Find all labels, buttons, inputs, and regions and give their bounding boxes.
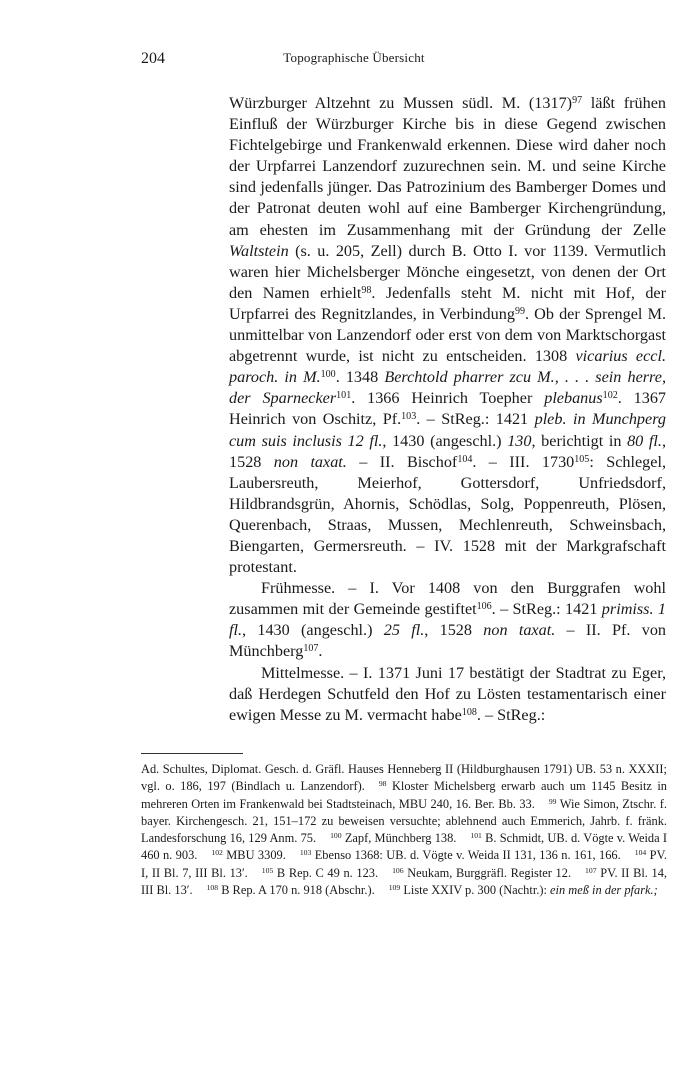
running-head: Topographische Übersicht xyxy=(283,50,425,65)
text-run: B Rep. A 170 n. 918 (Abschr.). xyxy=(218,883,375,898)
note-marker: 104 xyxy=(634,848,647,858)
italic-run: ein meß in der pfark.; xyxy=(550,883,658,898)
text-run: . – StReg.: xyxy=(476,705,546,724)
text-run: – II. Bischof xyxy=(346,452,458,471)
text-run: B Rep. C 49 n. 123. xyxy=(273,865,379,880)
text-run: , berichtigt in xyxy=(531,431,628,450)
note-marker: 108 xyxy=(206,883,219,893)
note-marker: 105 xyxy=(261,865,274,875)
text-run: , 1528 xyxy=(229,431,666,471)
text-run: (s. u. 205, Zell) durch B. Otto I. vor 1139. Vermutlich waren hier Michelsberger Mönche eingesetzt, von denen der Ort den Namen erhielt xyxy=(229,241,666,302)
paragraph-mittelmesse xyxy=(229,663,666,726)
italic-run: 25 fl. xyxy=(383,621,425,640)
footnotes xyxy=(141,761,667,899)
text-run: Ebenso 1368: UB. d. Vögte v. Weida II 131, 136 n. 161, 166. xyxy=(311,848,621,863)
text-run: . 1367 Heinrich von Oschitz, Pf. xyxy=(229,389,667,429)
italic-run: plebanus xyxy=(544,389,603,408)
footnote-block xyxy=(141,761,667,899)
note-marker: 101 xyxy=(336,390,352,402)
text-run: läßt frühen Einfluß der Würzburger Kirche bis in diese Gegend zwischen Fichtelgebirge und Frankenwald erkennen. Diese wird daher noch der Urpfarrei Lanzendorf zuzurechnen sein. M. und seine Kirche sind jedenfalls jünger. Das Patrozinium des Bamberger Domes und der Patronat deuten wohl auf eine Bamberger Kirchengründung, am ehesten im Zusammenhang mit der Gründung der Zelle xyxy=(229,94,666,239)
text-run: . xyxy=(318,642,323,661)
text-run: . – StReg.: 1421 xyxy=(491,600,602,619)
text-run: . 1366 Heinrich Toepher xyxy=(351,389,545,408)
italic-run: Waltstein xyxy=(229,241,289,260)
text-run: . Jedenfalls steht M. nicht mit Hof, der Urpfarrei des Regnitzlandes, in Verbindung xyxy=(229,283,666,323)
note-marker: 98 xyxy=(361,284,372,296)
text-run: Mittelmesse. – I. 1371 Juni 17 bestätigt der Stadtrat zu Eger, daß Herdegen Schutfeld den Hof zu Lösten testamentarisch einer ewigen Messe zu M. vermacht habe xyxy=(229,663,666,724)
text-run: Zapf, Münchberg 138. xyxy=(341,831,457,846)
text-run: Kloster Michelsberg erwarb auch um 1145 Besitz in mehreren Orten im Frankenwald bei Stadtsteinach, MBU 240, 16. Ber. Bb. 33. xyxy=(141,779,667,811)
note-marker: 101 xyxy=(470,831,482,841)
note-marker: 98 xyxy=(378,779,387,789)
page-number: 204 xyxy=(141,50,165,67)
note-marker: 104 xyxy=(457,453,473,465)
note-marker: 106 xyxy=(476,601,492,613)
note-marker: 103 xyxy=(401,411,417,423)
text-run: MBU 3309. xyxy=(222,848,286,863)
note-marker: 105 xyxy=(574,453,590,465)
italic-run: pleb. in Munchperg cum suis inclusis 12 fl. xyxy=(229,410,666,450)
note-marker: 102 xyxy=(211,848,223,858)
paragraph-parish-history xyxy=(229,93,666,578)
note-marker: 109 xyxy=(388,883,401,893)
text-run: – II. Pf. von Münchberg xyxy=(229,621,667,661)
text-run: , 1430 (angeschl.) xyxy=(242,621,384,640)
footnote-divider xyxy=(141,753,243,754)
note-marker: 107 xyxy=(303,643,319,655)
text-run: . Ob der Sprengel M. unmittelbar von Lanzendorf oder erst von dem von Marktschorgast abgetrennt wurde, ist nicht zu entscheiden. 1308 xyxy=(229,304,667,366)
note-marker: 100 xyxy=(330,831,342,841)
note-marker: 106 xyxy=(392,865,404,875)
italic-run: Berchtold pharrer zcu M., . . . sein herre, der Sparnecker xyxy=(229,368,666,408)
note-marker: 99 xyxy=(514,305,525,317)
note-marker: 100 xyxy=(320,369,336,381)
text-run: Liste XXIV p. 300 (Nachtr.): xyxy=(400,883,551,898)
text-run: Neukam, Burggräfl. Register 12. xyxy=(403,865,572,880)
text-run: , 1528 xyxy=(424,621,484,640)
text-run: . – III. 1730 xyxy=(472,452,575,471)
italic-run: 130 xyxy=(507,431,532,450)
text-run: , 1430 (angeschl.) xyxy=(382,431,508,450)
main-text xyxy=(229,93,666,726)
paragraph-fruehmesse xyxy=(229,578,666,662)
italic-run: 80 fl. xyxy=(627,431,662,450)
text-run: : Schlegel, Laubersreuth, Meierhof, Gottersdorf, Unfriedsdorf, Hildbrandsgrün, Ahornis, Schödlas, Solg, Poppenreuth, Plösen, Querenbach, Straas, Mussen, Mechlenreuth, Schweinsbach, Biengarten, Germersreuth. – IV. 1528 mit der Markgrafschaft protestant. xyxy=(229,452,666,577)
text-run: Wie Simon, Ztschr. f. bayer. Kirchengesch. 21, 151–172 zu beweisen versuchte; ablehnend auch Emmerich, Jahrb. f. fränk. Landesforschung 16, 129 Anm. 75. xyxy=(141,796,668,846)
note-marker: 97 xyxy=(572,94,583,106)
text-run: PV. II Bl. 14, III Bl. 13′. xyxy=(141,865,667,898)
italic-run: vicarius eccl. paroch. in M. xyxy=(229,347,667,387)
text-run: B. Schmidt, UB. d. Vögte v. Weida I 460 n. 903. xyxy=(141,831,667,863)
note-marker: 102 xyxy=(602,390,618,402)
italic-run: non taxat. xyxy=(273,452,347,471)
text-run: . 1348 xyxy=(335,368,385,387)
text-run: Würzburger Altzehnt zu Mussen südl. M. (1317) xyxy=(229,94,573,112)
page-header xyxy=(141,50,567,72)
note-marker: 108 xyxy=(461,706,477,718)
note-marker: 99 xyxy=(548,796,557,806)
text-run: Frühmesse. – I. Vor 1408 von den Burggrafen wohl zusammen mit der Gemeinde gestiftet xyxy=(229,579,666,619)
note-marker: 103 xyxy=(299,848,312,858)
text-run: Ad. Schultes, Diplomat. Gesch. d. Gräfl. Hauses Henneberg II (Hildburghausen 1791) UB. 53 n. XXXII; vgl. o. 186, 197 (Bindlach u. Lanzendorf). xyxy=(141,762,667,794)
text-run: . – StReg.: 1421 xyxy=(416,410,535,429)
text-run: PV. I, II Bl. 7, III Bl. 13′. xyxy=(141,848,667,880)
note-marker: 107 xyxy=(585,865,597,875)
italic-run: primiss. 1 fl. xyxy=(229,600,666,640)
italic-run: non taxat. xyxy=(483,621,556,640)
